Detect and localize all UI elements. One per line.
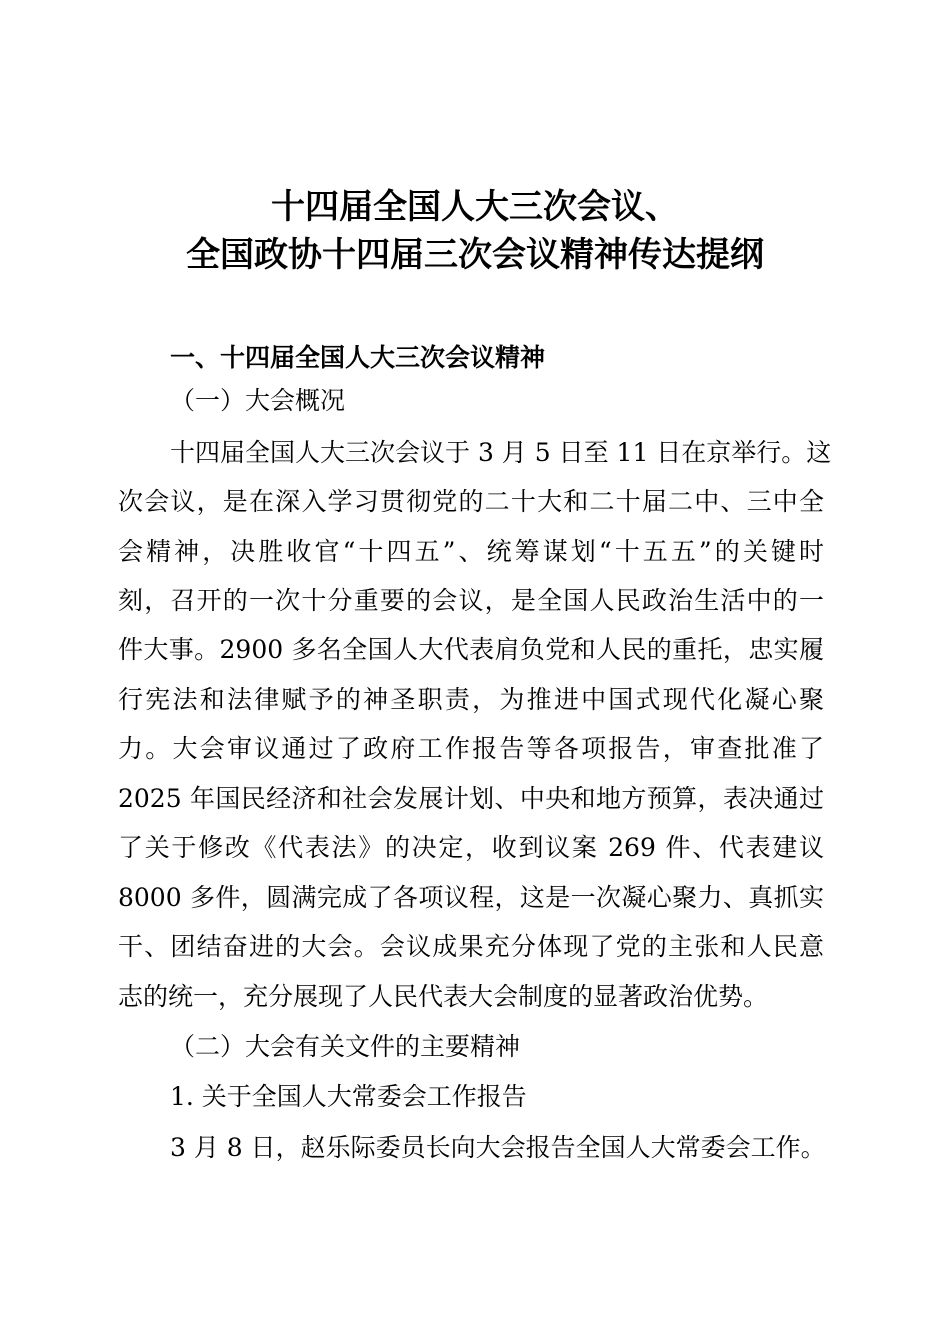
document-title-line-1: 十四届全国人大三次会议、 — [271, 187, 679, 227]
subsection-heading-2: （二）大会有关文件的主要精神 — [170, 1032, 521, 1061]
paragraph-line: 件大事。2900 多名全国人大代表肩负党和人民的重托，忠实履 — [118, 635, 824, 664]
item-heading-1: 1. 关于全国人大常委会工作报告 — [170, 1082, 527, 1111]
paragraph-line: 力。大会审议通过了政府工作报告等各项报告，审查批准了 — [118, 734, 824, 763]
paragraph-line: 会精神，决胜收官“十四五”、统筹谋划“十五五”的关键时 — [118, 537, 824, 566]
document-title-line-2: 全国政协十四届三次会议精神传达提纲 — [186, 235, 764, 275]
paragraph-line: 志的统一，充分展现了人民代表大会制度的显著政治优势。 — [118, 982, 769, 1011]
paragraph-line: 3 月 8 日，赵乐际委员长向大会报告全国人大常委会工作。 — [170, 1133, 826, 1162]
paragraph-line: 行宪法和法律赋予的神圣职责，为推进中国式现代化凝心聚 — [118, 685, 824, 714]
subsection-heading-1: （一）大会概况 — [170, 386, 346, 415]
paragraph-line: 十四届全国人大三次会议于 3 月 5 日至 11 日在京举行。这 — [170, 438, 832, 467]
paragraph-line: 了关于修改《代表法》的决定，收到议案 269 件、代表建议 — [118, 833, 824, 862]
paragraph-line: 2025 年国民经济和社会发展计划、中央和地方预算，表决通过 — [118, 784, 824, 813]
paragraph-line: 次会议，是在深入学习贯彻党的二十大和二十届二中、三中全 — [118, 487, 824, 516]
section-heading-1: 一、十四届全国人大三次会议精神 — [170, 343, 546, 372]
paragraph-line: 8000 多件，圆满完成了各项议程，这是一次凝心聚力、真抓实 — [118, 883, 824, 912]
paragraph-line: 干、团结奋进的大会。会议成果充分体现了党的主张和人民意 — [118, 932, 824, 961]
paragraph-line: 刻，召开的一次十分重要的会议，是全国人民政治生活中的一 — [118, 586, 824, 615]
